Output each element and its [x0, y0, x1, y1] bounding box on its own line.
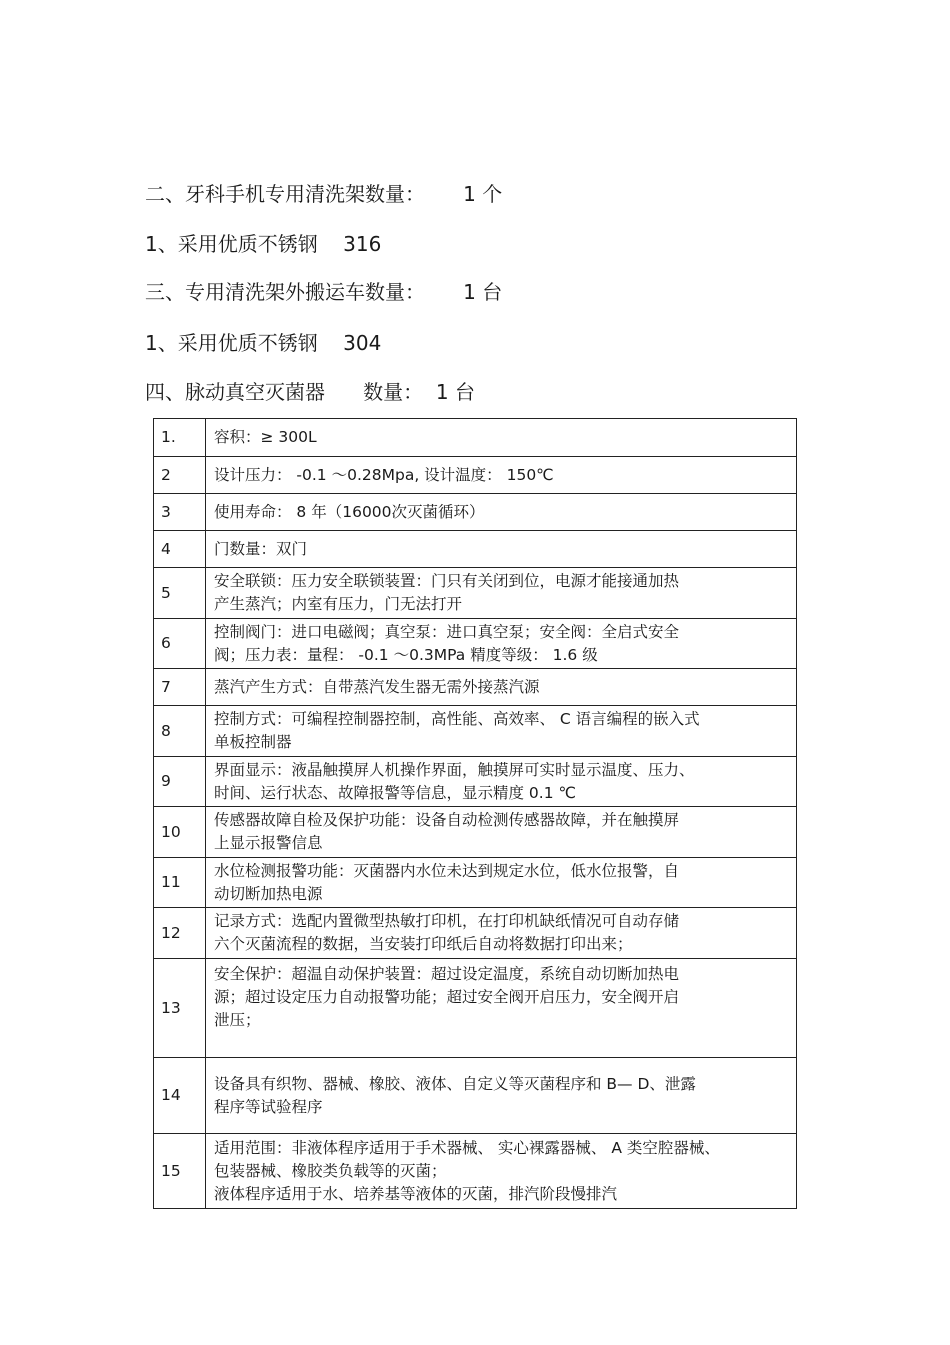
table-row	[154, 568, 797, 619]
row-number: 4	[154, 531, 206, 568]
row-text: 设备具有织物、器械、橡胶、液体、自定义等灭菌程序和 B— D、泄露 程序等试验程序	[206, 1058, 797, 1134]
row-number: 5	[154, 568, 206, 619]
spec-table	[153, 418, 797, 1209]
row-number: 2	[154, 457, 206, 494]
row-number: 3	[154, 494, 206, 531]
table-row	[154, 757, 797, 807]
row-number: 7	[154, 669, 206, 706]
row-text: 界面显示：液晶触摸屏人机操作界面，触摸屏可实时显示温度、压力、 时间、运行状态、故障报警等信息，显示精度 0.1 ℃	[206, 757, 797, 807]
table-row	[154, 908, 797, 959]
row-text: 传感器故障自检及保护功能：设备自动检测传感器故障，并在触摸屏 上显示报警信息	[206, 807, 797, 858]
heading-sterilizer: 四、脉动真空灭菌器 数量： 1 台	[145, 380, 475, 404]
row-number: 1.	[154, 419, 206, 457]
table-row	[154, 494, 797, 531]
table-row	[154, 531, 797, 568]
row-text: 安全联锁：压力安全联锁装置：门只有关闭到位，电源才能接通加热 产生蒸汽；内室有压力，门无法打开	[206, 568, 797, 619]
row-text: 容积：≥ 300L	[206, 419, 797, 457]
row-number: 10	[154, 807, 206, 858]
row-number: 8	[154, 706, 206, 757]
row-number: 6	[154, 619, 206, 669]
row-text: 使用寿命： 8 年（16000次灭菌循环）	[206, 494, 797, 531]
row-number: 13	[154, 959, 206, 1058]
heading-material-304: 1、采用优质不锈钢 304	[145, 331, 382, 355]
heading-dental-rack: 二、牙科手机专用清洗架数量： 1 个	[145, 182, 503, 206]
heading-transport-cart: 三、专用清洗架外搬运车数量： 1 台	[145, 280, 503, 304]
table-row	[154, 1134, 797, 1209]
row-text: 控制阀门：进口电磁阀；真空泵：进口真空泵；安全阀：全启式安全 阀；压力表：量程： -0.1 ～0.3MPa 精度等级： 1.6 级	[206, 619, 797, 669]
table-row	[154, 858, 797, 908]
table-row	[154, 959, 797, 1058]
table-row	[154, 419, 797, 457]
row-number: 15	[154, 1134, 206, 1209]
row-text: 设计压力： -0.1 ～0.28Mpa, 设计温度： 150℃	[206, 457, 797, 494]
table-row	[154, 807, 797, 858]
row-text: 适用范围：非液体程序适用于手术器械、 实心裸露器械、 A 类空腔器械、 包装器械、橡胶类负载等的灭菌； 液体程序适用于水、培养基等液体的灭菌，排汽阶段慢排汽	[206, 1134, 797, 1209]
row-number: 9	[154, 757, 206, 807]
table-row	[154, 619, 797, 669]
row-text: 蒸汽产生方式：自带蒸汽发生器无需外接蒸汽源	[206, 669, 797, 706]
row-text: 安全保护：超温自动保护装置：超过设定温度，系统自动切断加热电 源；超过设定压力自动报警功能；超过安全阀开启压力，安全阀开启 泄压；	[206, 959, 797, 1058]
row-number: 11	[154, 858, 206, 908]
table-row	[154, 457, 797, 494]
row-text: 门数量：双门	[206, 531, 797, 568]
heading-material-316: 1、采用优质不锈钢 316	[145, 232, 382, 256]
table-row	[154, 706, 797, 757]
row-text: 控制方式：可编程控制器控制，高性能、高效率、 C 语言编程的嵌入式 单板控制器	[206, 706, 797, 757]
row-text: 水位检测报警功能：灭菌器内水位未达到规定水位，低水位报警，自 动切断加热电源	[206, 858, 797, 908]
table-row	[154, 1058, 797, 1134]
row-number: 12	[154, 908, 206, 959]
row-number: 14	[154, 1058, 206, 1134]
row-text: 记录方式：选配内置微型热敏打印机，在打印机缺纸情况可自动存储 六个灭菌流程的数据，当安装打印纸后自动将数据打印出来；	[206, 908, 797, 959]
table-row	[154, 669, 797, 706]
